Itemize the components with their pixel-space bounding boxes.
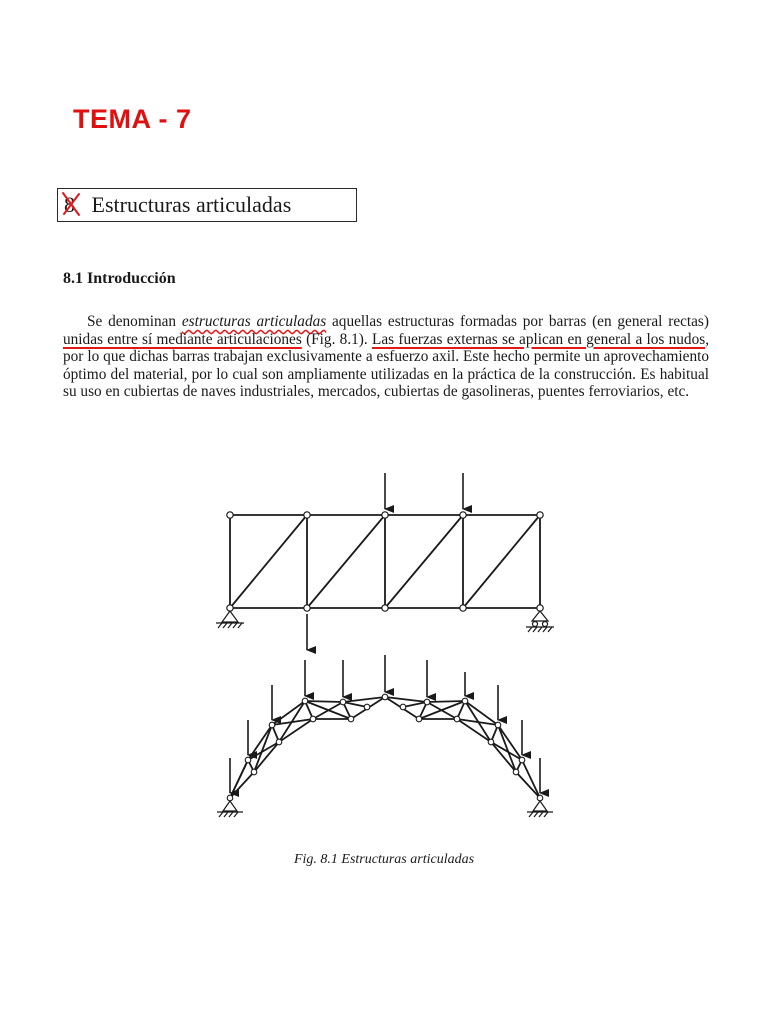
figure-truss-structures	[200, 465, 580, 835]
intro-paragraph	[63, 313, 709, 401]
para-text-1: Se denominan	[87, 313, 182, 330]
figure-caption: Fig. 8.1 Estructuras articuladas	[293, 852, 475, 867]
rectangular-truss	[230, 515, 540, 608]
chapter-number	[64, 189, 82, 221]
para-term-highlight: estructuras articuladas	[181, 313, 327, 330]
para-underlined-1: unidas entre sí mediante articulaciones	[63, 330, 302, 348]
para-text-3: (Fig. 8.1).	[301, 330, 372, 348]
para-underlined-2: Las fuerzas externas se aplican en general a los nudos	[372, 330, 706, 348]
chapter-number-text: 8	[64, 192, 75, 217]
tema-heading: TEMA - 7	[73, 104, 192, 134]
chapter-title-box	[57, 188, 357, 222]
roller-support-right-icon	[526, 611, 554, 632]
red-cross-mark-icon	[60, 191, 82, 217]
arch-supports-icon	[217, 801, 553, 817]
para-text-4: , por lo que dichas barras trabajan exclusivamente a esfuerzo axil. Este hecho permite un aprovechamiento óptimo del material, por lo cual son ampliamente utilizadas en la práctica de la construcción. Es habitual su uso en cubiertas de naves industriales, mercados, cubiertas de gasolineras, puentes ferroviarios, etc.	[63, 330, 710, 401]
chapter-title: Estructuras articuladas	[91, 192, 292, 217]
para-text-2: aquellas estructuras formadas por barras (en general rectas)	[326, 313, 709, 330]
arch-truss	[230, 697, 540, 798]
section-heading: 8.1 Introducción	[63, 270, 176, 287]
pinned-support-left-icon	[216, 611, 244, 628]
